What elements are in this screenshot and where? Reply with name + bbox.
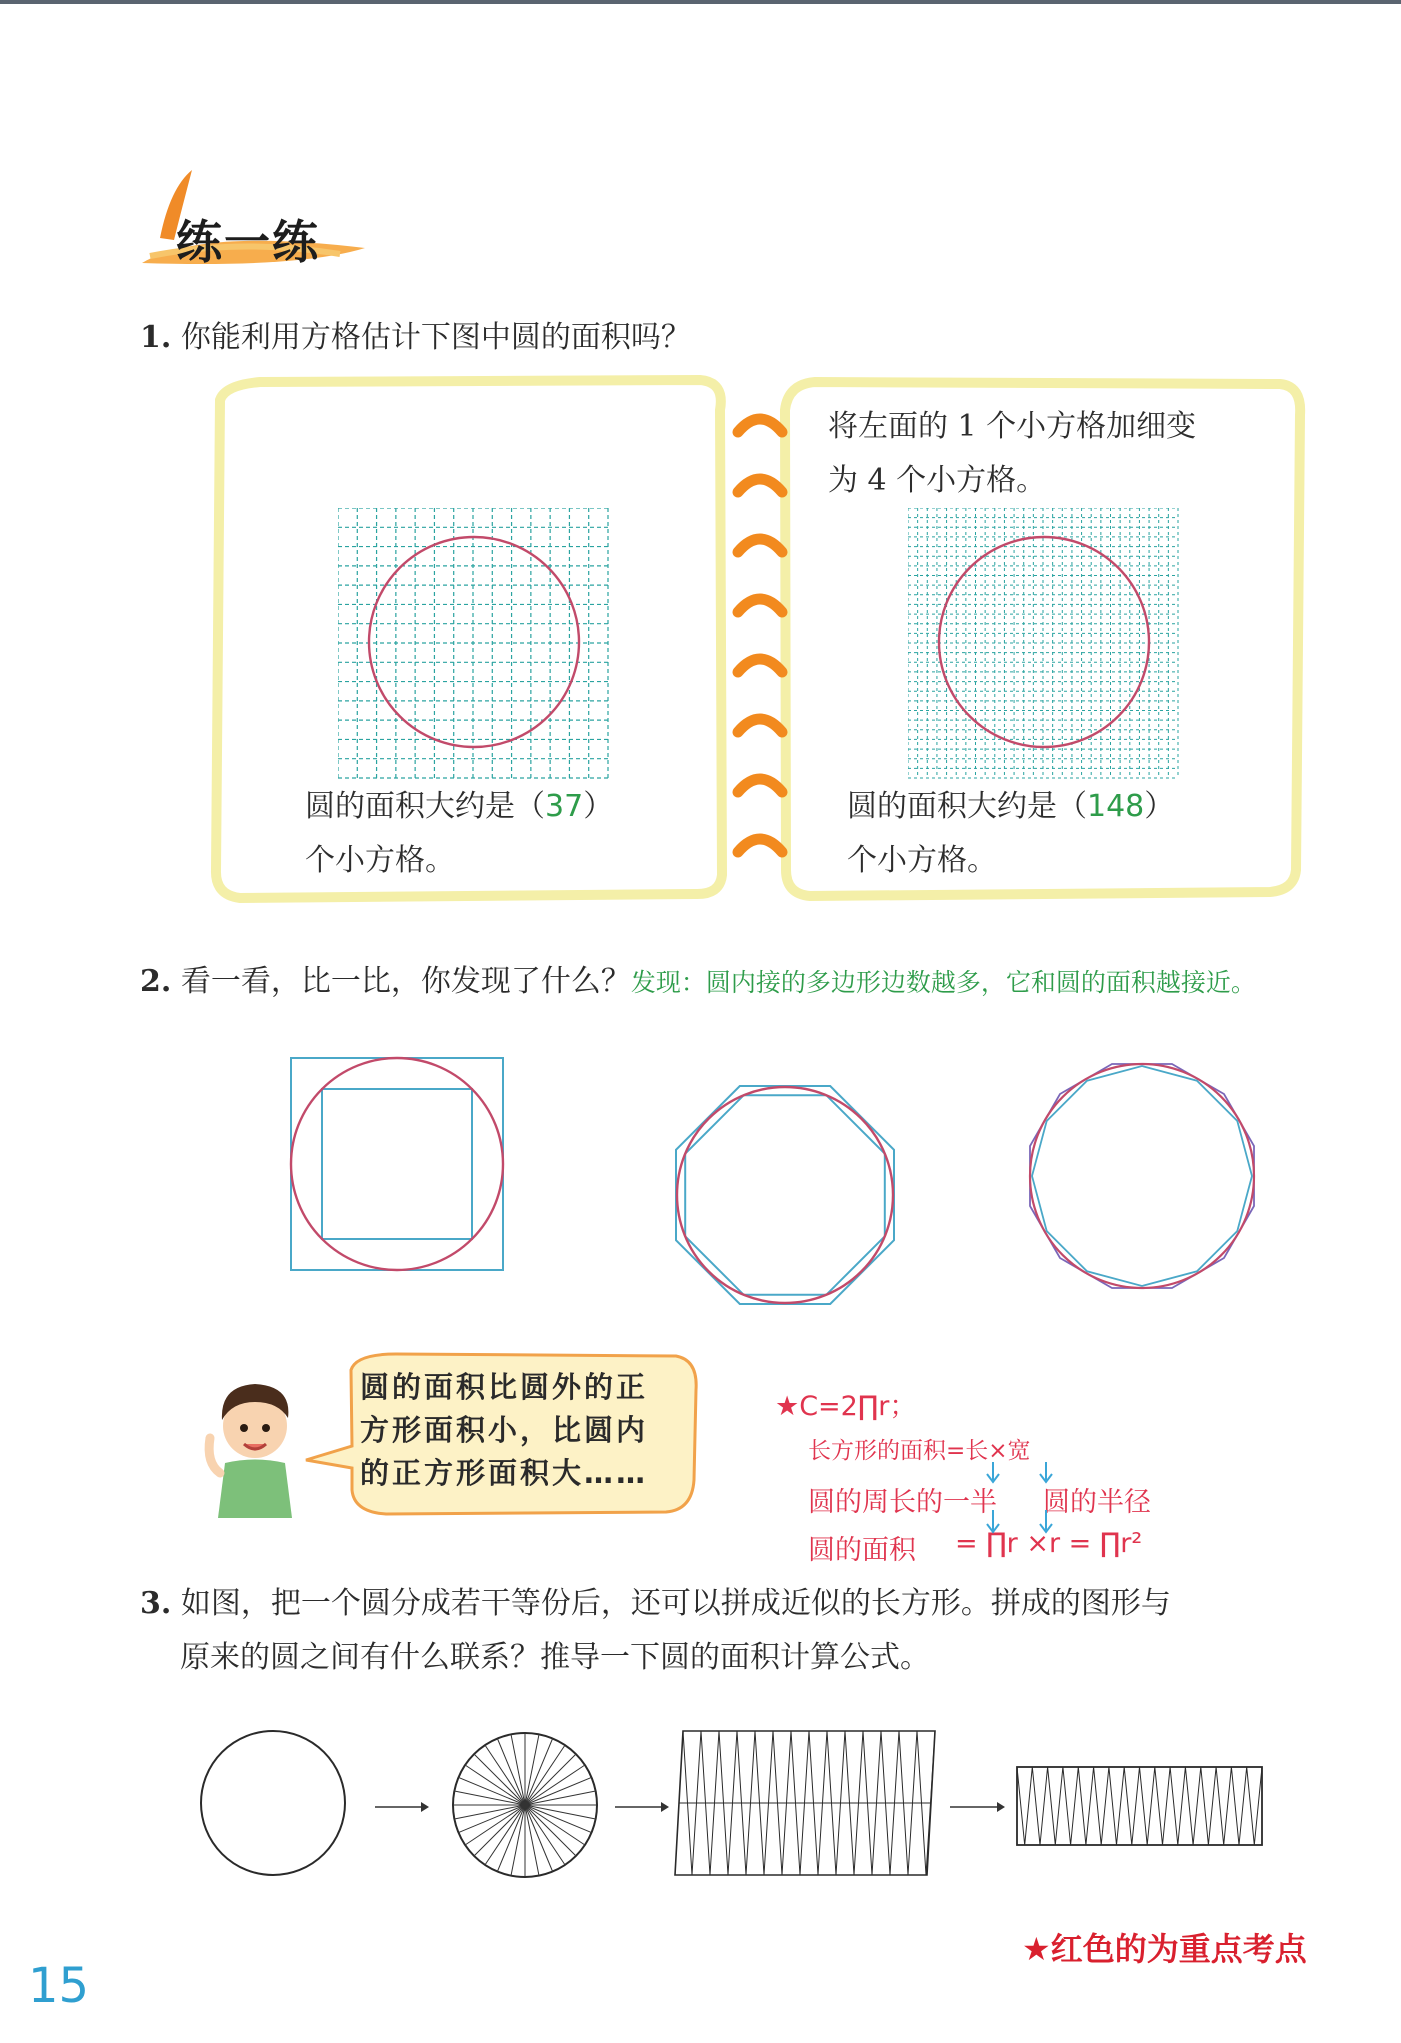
inner-dodecagon xyxy=(1032,1066,1252,1286)
question-3 xyxy=(140,1578,1171,1622)
speech-bubble-text xyxy=(360,1366,648,1495)
section-title: 练一练 xyxy=(176,215,320,269)
bubble-line-2: 方形面积小，比圆内 xyxy=(360,1413,649,1447)
sector-line xyxy=(525,1805,576,1856)
left-answer-line-2: 个小方格。 xyxy=(305,843,455,878)
formula-line-2: 长方形的面积=长×宽 xyxy=(808,1438,1031,1464)
polygon-comparison-figures xyxy=(285,1050,1285,1330)
left-answer-line-1 xyxy=(305,780,613,834)
sliced-circle xyxy=(453,1733,597,1877)
boy-avatar xyxy=(200,1368,310,1518)
key-point-note: ★红色的为重点考点 xyxy=(1022,1930,1307,1968)
circle-to-rectangle-figures xyxy=(195,1725,1275,1885)
arrow-3 xyxy=(950,1802,1005,1812)
dodecagon-circle xyxy=(1030,1064,1254,1288)
spiral-ring xyxy=(738,479,782,492)
right-panel-note xyxy=(828,400,1196,508)
arrow-2 xyxy=(615,1802,669,1812)
grid-circle-fine xyxy=(908,508,1180,780)
sector-line xyxy=(525,1754,576,1805)
octagon-circle xyxy=(677,1087,893,1303)
left-answer-value: 37 xyxy=(545,789,584,824)
right-answer xyxy=(847,780,1174,888)
formula-line-4a: 圆的面积 xyxy=(808,1535,916,1566)
spiral-ring xyxy=(738,599,782,612)
page-number: 15 xyxy=(28,1958,90,2014)
dodecagon-figure xyxy=(1030,1064,1254,1288)
spiral-ring xyxy=(738,779,782,792)
grid-circle-coarse xyxy=(338,508,610,780)
question-2-number: 2. xyxy=(140,964,172,999)
spiral-ring xyxy=(738,659,782,672)
outer-dodecagon xyxy=(1030,1064,1254,1288)
page-top-border xyxy=(0,0,1401,4)
spiral-ring xyxy=(738,539,782,552)
question-1 xyxy=(140,312,691,356)
spiral-ring xyxy=(738,719,782,732)
sector-line xyxy=(474,1805,525,1856)
square-figure xyxy=(291,1058,503,1270)
rectangle-rearrangement xyxy=(1017,1767,1262,1845)
left-answer-suffix: ） xyxy=(583,789,614,824)
formula-line-4b: = ∏r ×r = ∏r² xyxy=(955,1528,1143,1559)
right-answer-line-1 xyxy=(847,780,1174,834)
question-3-number: 3. xyxy=(140,1586,172,1621)
parallelogram-rearrangement xyxy=(675,1731,935,1875)
right-answer-prefix: 圆的面积大约是（ xyxy=(847,789,1087,824)
right-answer-value: 148 xyxy=(1087,789,1145,824)
question-3-line-1: 如图，把一个圆分成若干等份后，还可以拼成近似的长方形。拼成的图形与 xyxy=(180,1586,1171,1621)
formula-line-3b: 圆的半径 xyxy=(1043,1487,1151,1518)
spiral-rings xyxy=(730,400,790,880)
sector-line xyxy=(474,1754,525,1805)
inner-octagon xyxy=(685,1095,885,1295)
question-2-text: 看一看，比一比，你发现了什么？ xyxy=(180,964,631,999)
formula-line-3a: 圆的周长的一半 xyxy=(808,1487,997,1518)
question-1-text: 你能利用方格估计下图中圆的面积吗？ xyxy=(180,320,691,355)
question-2 xyxy=(140,956,1256,1000)
octagon-figure xyxy=(676,1086,894,1304)
question-1-number: 1. xyxy=(140,320,172,355)
question-2-finding: 发现：圆内接的多边形边数越多，它和圆的面积越接近。 xyxy=(630,968,1256,997)
right-answer-suffix: ） xyxy=(1144,789,1175,824)
left-answer xyxy=(305,780,613,888)
right-note-line-2: 为 4 个小方格。 xyxy=(828,463,1047,498)
spiral-ring xyxy=(738,839,782,852)
bubble-line-3: 的正方形面积大…… xyxy=(360,1456,649,1490)
bubble-line-1: 圆的面积比圆外的正 xyxy=(360,1370,649,1404)
right-answer-line-2: 个小方格。 xyxy=(847,843,997,878)
formula-line-1: ★C=2∏r； xyxy=(775,1391,917,1422)
arrow-1 xyxy=(375,1802,429,1812)
spiral-ring xyxy=(738,419,782,432)
formula-arrows-icon xyxy=(980,1460,1070,1540)
question-3-line-2: 原来的圆之间有什么联系？推导一下圆的面积计算公式。 xyxy=(180,1640,930,1675)
plain-circle xyxy=(201,1731,345,1875)
zigzag-line xyxy=(1017,1767,1262,1845)
right-note-line-1: 将左面的 1 个小方格加细变 xyxy=(828,409,1197,444)
left-answer-prefix: 圆的面积大约是（ xyxy=(305,789,545,824)
